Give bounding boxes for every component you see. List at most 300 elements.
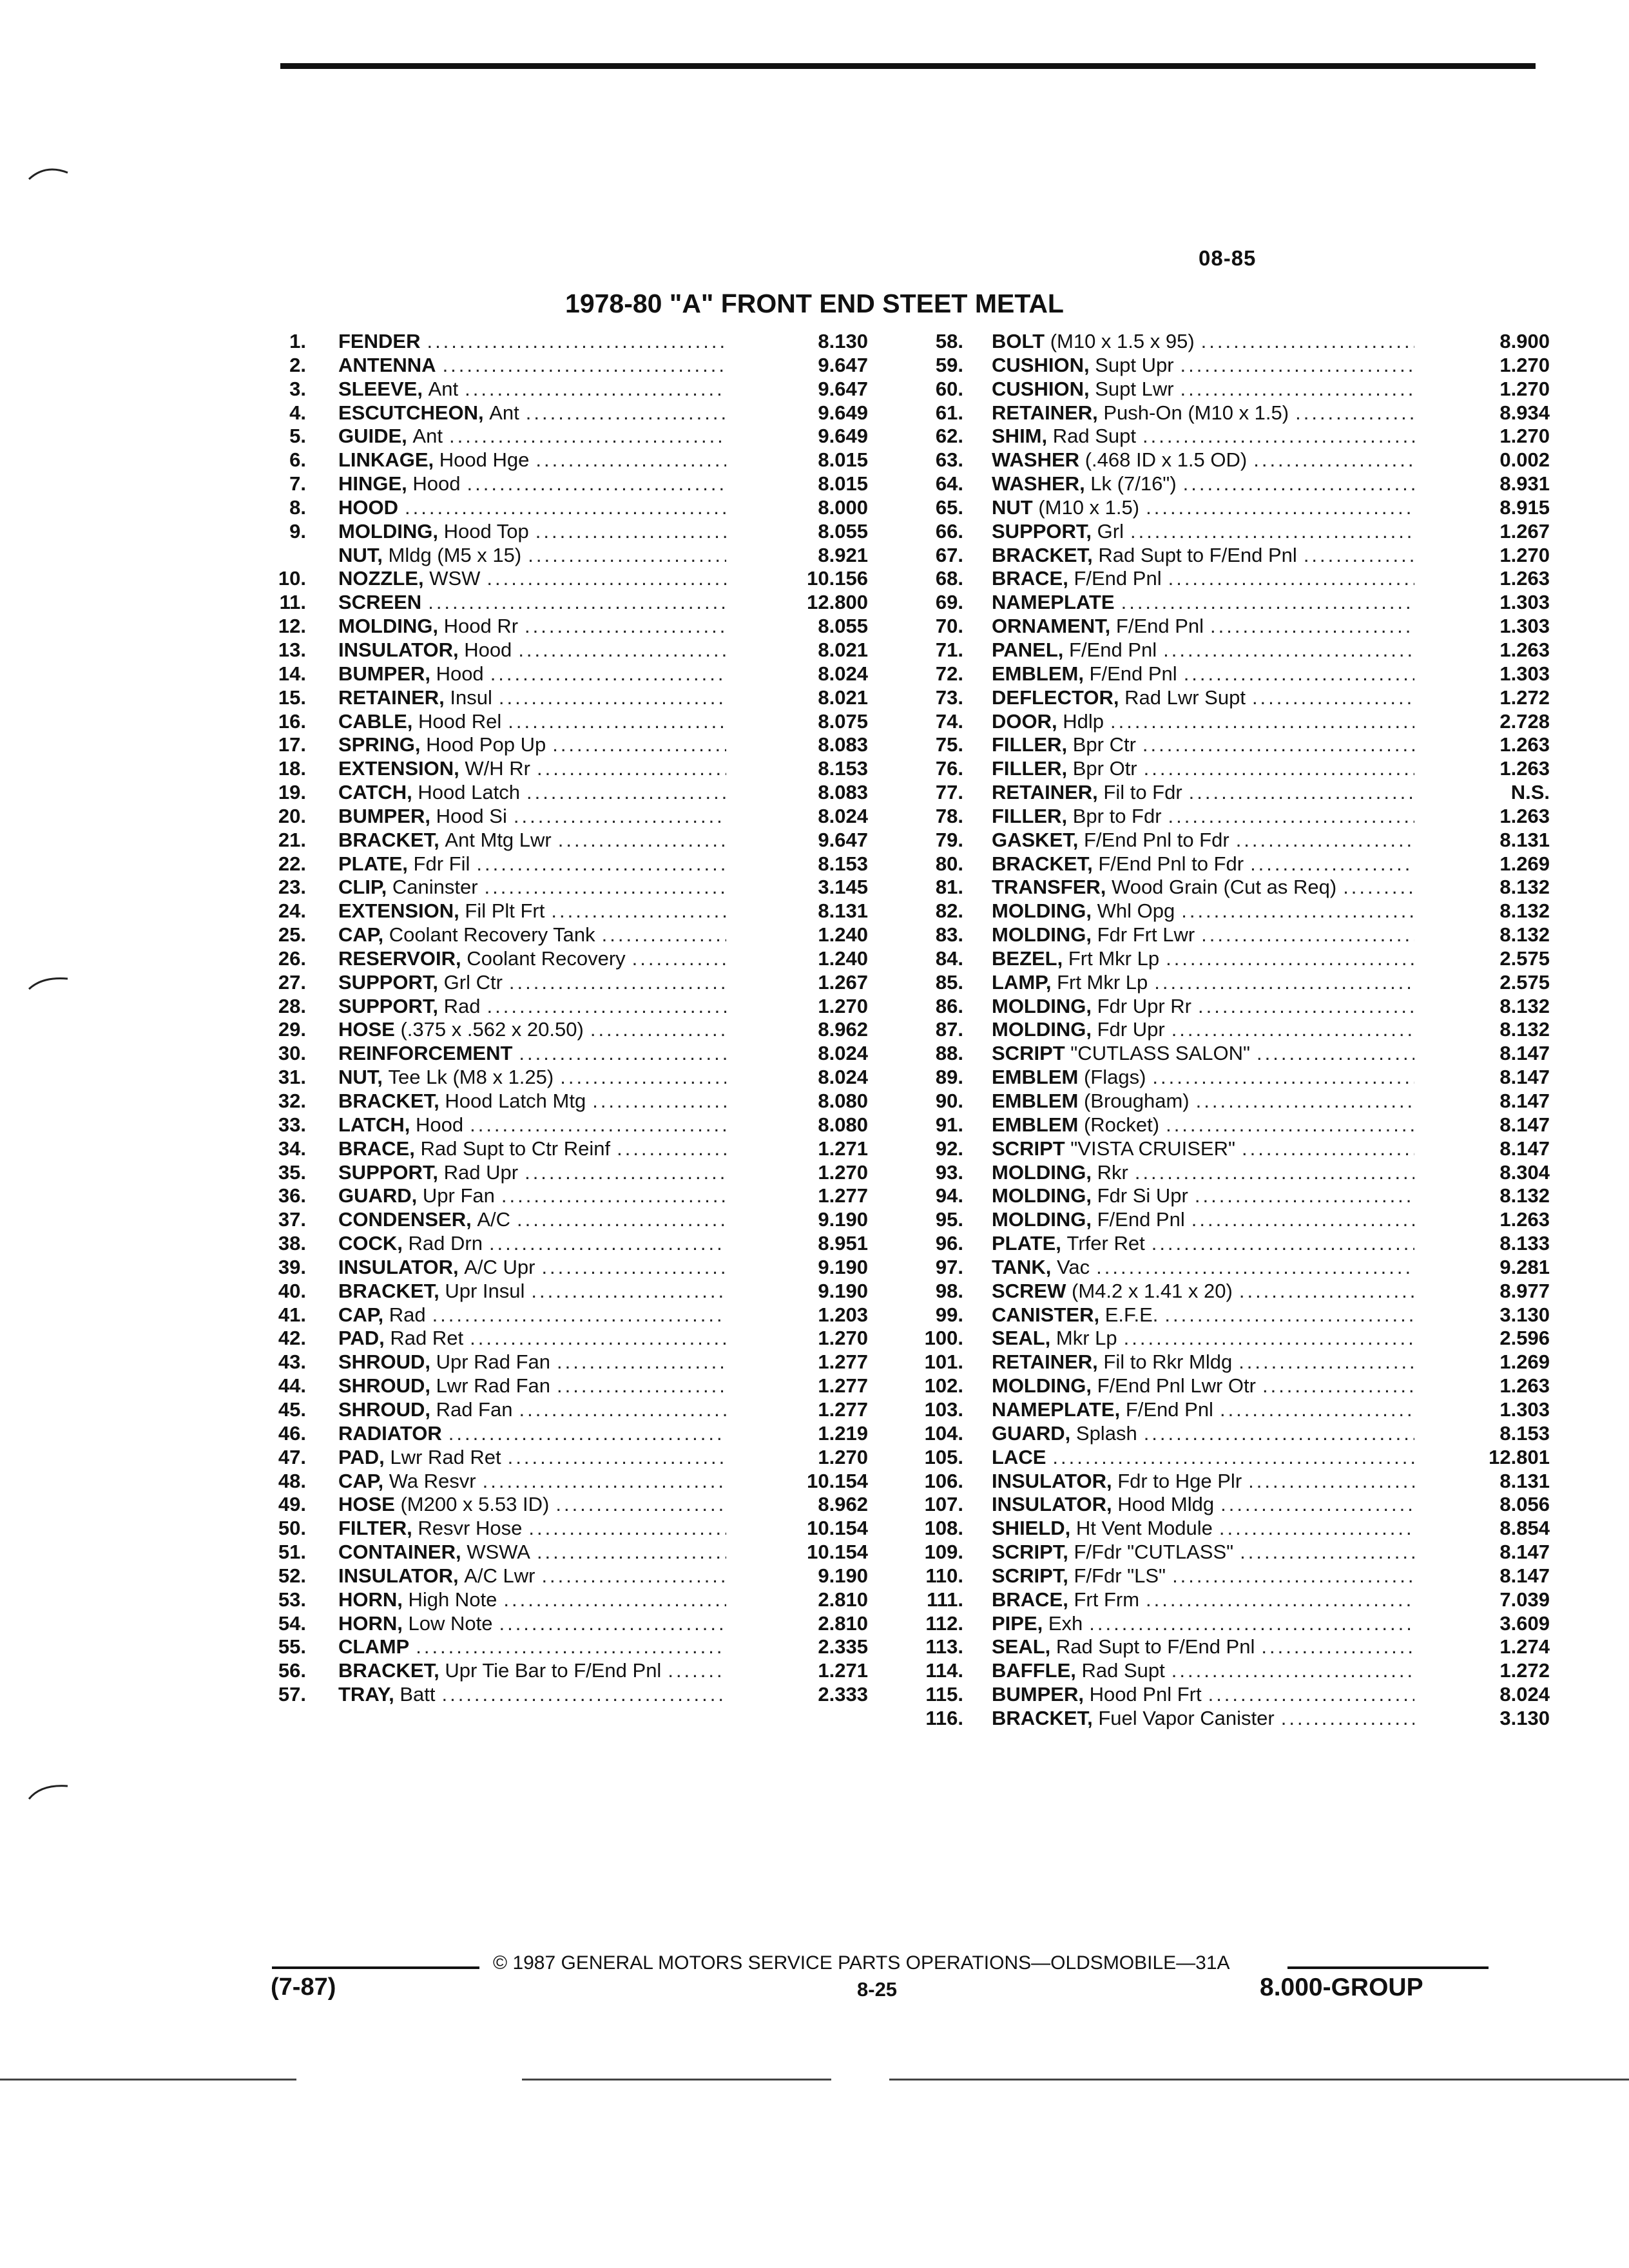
part-description [306,1493,771,1517]
part-qualifier: Rad Drn [402,1232,483,1255]
group-number: 8.130 [818,330,868,352]
part-qualifier: Hood Top [438,519,529,543]
part-qualifier: F/End Pnl [1063,638,1157,661]
part-name: EXTENSION, [338,899,459,923]
dot-leader [1184,662,1414,686]
part-qualifier: Hood [430,662,484,685]
part-number: 35. [278,1160,306,1184]
dot-leader [1166,947,1414,971]
dot-leader [487,995,726,1019]
dot-leader [1171,1659,1414,1683]
part-description [963,899,1453,923]
part-row [905,1422,1550,1446]
part-name: SHROUD, [338,1374,430,1398]
part-qualifier: Push-On (M10 x 1.5) [1097,401,1289,424]
part-name: LAMP, [992,970,1052,994]
part-description [306,520,771,544]
dot-leader [1239,1280,1414,1303]
dot-leader [528,544,726,568]
part-description [963,472,1453,496]
group-number: 1.270 [1499,425,1550,448]
group-number: 8.977 [1499,1279,1550,1302]
part-description [963,781,1453,805]
part-row [248,1303,868,1327]
group-number: 8.000 [818,495,868,519]
part-description [963,1350,1453,1374]
part-name: TRANSFER, [992,876,1106,899]
part-name: GUARD, [338,1184,418,1207]
part-description [306,378,771,401]
part-number: 13. [278,638,306,661]
dot-leader [526,401,726,425]
part-description [306,1374,771,1398]
part-number: 8. [289,495,306,519]
part-name: RESERVOIR, [338,947,461,970]
part-name: SCRIPT [992,1137,1065,1160]
part-description [963,354,1453,378]
group-number: 3.609 [1499,1611,1550,1635]
dot-leader [443,354,726,378]
part-row [905,1398,1550,1422]
part-row [248,710,868,734]
part-qualifier: E.F.E. [1099,1303,1159,1326]
part-number: 62. [935,425,963,448]
group-number: 3.130 [1499,1706,1550,1729]
part-qualifier: Bpr to Fdr [1067,804,1162,827]
dot-leader [1142,733,1414,757]
part-description [963,733,1453,757]
part-number: 112. [925,1611,963,1635]
part-name: LACE [992,1445,1046,1468]
part-description [963,1541,1453,1564]
part-number: 44. [278,1374,306,1398]
part-number: 51. [278,1541,306,1564]
part-number: 4. [289,401,306,424]
part-row [248,899,868,923]
group-number: 1.272 [1499,686,1550,709]
dot-leader [1252,686,1414,710]
part-row [248,1446,868,1470]
part-name: FENDER [338,330,421,352]
part-description [963,639,1453,662]
part-description [963,1470,1453,1494]
group-number: 8.131 [818,899,868,923]
part-name: CAP, [338,923,384,947]
part-name: MOLDING, [992,1184,1092,1207]
part-row [248,1113,868,1137]
part-qualifier: Rad Fan [430,1398,513,1421]
part-description [306,1446,771,1470]
part-description [306,1232,771,1256]
part-row [248,472,868,496]
part-description [963,1327,1453,1350]
dot-leader [1146,496,1414,520]
part-number: 22. [278,852,306,875]
part-row [905,1517,1550,1541]
part-row [905,733,1550,757]
part-qualifier: Ant Mtg Lwr [439,828,552,851]
part-number: 1. [289,330,306,352]
part-row [905,876,1550,899]
part-number: 39. [278,1255,306,1278]
part-description [306,472,771,496]
part-name: BRACKET, [992,852,1093,875]
part-row [248,378,868,401]
part-number: 102. [924,1374,963,1398]
dot-leader [1130,520,1414,544]
part-row [248,1588,868,1612]
dot-leader [416,1635,726,1659]
part-row [905,1707,1550,1731]
part-row [905,615,1550,639]
part-name: PLATE, [992,1232,1061,1255]
part-number: 70. [935,615,963,638]
part-name: SHIM, [992,425,1048,448]
part-row [905,1541,1550,1564]
part-qualifier: Fuel Vapor Canister [1092,1706,1275,1729]
part-number: 116. [925,1706,963,1729]
part-number: 94. [935,1184,963,1207]
part-number: 67. [935,543,963,566]
part-number: 9. [289,519,306,543]
dot-leader [1089,1612,1414,1636]
part-description [306,496,771,520]
part-row [905,1612,1550,1636]
group-number: 8.854 [1499,1517,1550,1540]
part-number: 72. [935,662,963,685]
part-name: RETAINER, [992,781,1098,804]
part-name: REINFORCEMENT [338,1042,513,1065]
dot-leader [465,378,726,401]
dot-leader [489,1232,726,1256]
part-qualifier: Hood Pnl Frt [1083,1683,1202,1706]
part-description [306,947,771,971]
part-number: 66. [935,519,963,543]
part-description [306,923,771,947]
part-row [248,1612,868,1636]
group-number: 1.270 [818,994,868,1017]
part-name: BRACKET, [992,543,1093,566]
scan-edge-line-3 [889,2079,1629,2081]
part-number: 29. [278,1018,306,1041]
part-row [248,1374,868,1398]
part-qualifier: Hood Hge [434,448,530,472]
group-number: 2.575 [1499,970,1550,994]
dot-leader [1198,995,1414,1019]
part-row [905,591,1550,615]
part-description [306,1113,771,1137]
part-description [963,567,1453,591]
part-description [963,662,1453,686]
part-qualifier: (Brougham) [1078,1090,1190,1112]
part-name: SHROUD, [338,1398,430,1421]
part-row [905,448,1550,472]
part-number: 53. [278,1588,306,1611]
part-description [963,805,1453,829]
part-name: BRACKET, [338,1279,439,1302]
part-description [306,591,771,615]
group-number: 9.190 [818,1208,868,1231]
part-name: SUPPORT, [338,970,439,994]
part-number: 40. [278,1279,306,1302]
part-description [306,1422,771,1446]
dot-leader [1220,1398,1414,1422]
dot-leader [541,1564,726,1588]
part-row [905,947,1550,971]
part-qualifier: F/End Pnl [1110,615,1204,638]
part-number: 14. [278,662,306,685]
part-description [963,1493,1453,1517]
part-row [248,1018,868,1042]
dot-leader [499,686,726,710]
group-number: 8.147 [1499,1042,1550,1065]
part-name: FILLER, [992,757,1068,780]
part-qualifier: Exh [1043,1611,1083,1635]
part-qualifier: Lwr Rad Fan [430,1374,551,1398]
part-description [306,1659,771,1683]
part-description [963,1683,1453,1707]
group-number: 8.921 [818,543,868,566]
part-row [905,1327,1550,1350]
dot-leader [555,1493,726,1517]
group-number: 8.021 [818,686,868,709]
part-name: GASKET, [992,828,1079,851]
part-row [248,1184,868,1208]
part-description [963,401,1453,425]
part-row [248,591,868,615]
part-description [306,1066,771,1090]
group-number: 1.267 [1499,519,1550,543]
part-qualifier: F/Fdr "CUTLASS" [1068,1541,1234,1564]
group-number: 8.132 [1499,1018,1550,1041]
part-number: 114. [925,1659,963,1682]
part-description [963,1137,1453,1161]
part-name: SCREW [992,1279,1066,1302]
part-number: 76. [935,757,963,780]
group-number: 9.649 [818,425,868,448]
part-description [963,591,1453,615]
group-number: 8.056 [1499,1493,1550,1516]
part-number: 50. [278,1517,306,1540]
part-qualifier: Hood Rel [412,709,502,733]
part-row [905,710,1550,734]
group-number: 1.219 [818,1421,868,1445]
part-number: 107. [924,1493,963,1516]
part-number: 108. [924,1517,963,1540]
dot-leader [1189,781,1414,805]
part-row [248,1493,868,1517]
dot-leader [1236,829,1414,852]
part-description [963,1374,1453,1398]
part-name: INSULATOR, [338,1255,459,1278]
part-description [306,1018,771,1042]
part-qualifier: F/End Pnl [1083,662,1177,685]
scan-edge-line-1 [0,2079,296,2081]
part-number: 74. [935,709,963,733]
part-qualifier: Upr Fan [417,1184,495,1207]
part-row [905,1090,1550,1113]
part-name: RETAINER, [992,401,1098,424]
top-rule [280,63,1536,69]
part-name: BEZEL, [992,947,1063,970]
part-description [963,1090,1453,1113]
part-number: 34. [278,1137,306,1160]
part-name: INSULATOR, [338,1564,459,1587]
group-number: 1.270 [818,1160,868,1184]
part-description [963,448,1453,472]
part-qualifier: Hdlp [1057,709,1104,733]
part-row [248,1398,868,1422]
part-description [306,1398,771,1422]
group-number: 8.131 [1499,828,1550,851]
part-name: SLEEVE, [338,377,423,400]
group-number: 8.132 [1499,1184,1550,1207]
dot-leader [405,496,726,520]
group-number: 10.154 [807,1541,868,1564]
part-number: 12. [278,615,306,638]
dot-leader [526,781,726,805]
group-number: 8.024 [818,662,868,685]
part-number: 10. [278,567,306,590]
dot-leader [499,1612,726,1636]
part-number: 85. [935,970,963,994]
group-number: 9.281 [1499,1255,1550,1278]
part-description [963,425,1453,448]
part-qualifier: Grl Ctr [438,970,503,994]
dot-leader [551,899,726,923]
part-name: SEAL, [992,1635,1051,1658]
footer-rule-right [1287,1966,1489,1969]
group-number: 8.951 [818,1232,868,1255]
group-number: 8.015 [818,472,868,495]
group-number: 1.240 [818,947,868,970]
dot-leader [1172,1564,1414,1588]
part-row [248,1090,868,1113]
part-qualifier: Rad [438,994,481,1017]
dot-leader [501,1184,726,1208]
part-number: 17. [278,733,306,756]
part-description [306,995,771,1019]
dot-leader [467,472,726,496]
part-description [963,1042,1453,1066]
part-name: SEAL, [992,1327,1051,1350]
part-name: SHROUD, [338,1350,430,1374]
part-description [306,1042,771,1066]
part-description [306,1541,771,1564]
part-number: 57. [278,1683,306,1706]
part-description [963,710,1453,734]
part-number: 80. [935,852,963,875]
part-number: 110. [925,1564,963,1587]
footer-rule-left [272,1966,479,1969]
part-qualifier: (M4.2 x 1.41 x 20) [1066,1279,1233,1302]
dot-leader [1304,544,1414,568]
part-name: PAD, [338,1445,385,1468]
group-number: 8.132 [1499,899,1550,923]
part-row [248,947,868,971]
part-qualifier: A/C [471,1208,510,1231]
group-number: 1.269 [1499,1350,1550,1374]
dot-leader [1248,1470,1414,1494]
part-qualifier: Bpr Ctr [1067,733,1136,756]
part-row [905,1066,1550,1090]
part-qualifier: A/C Upr [458,1255,535,1278]
group-number: 2.810 [818,1611,868,1635]
part-row [248,354,868,378]
group-number: 9.190 [818,1279,868,1302]
group-number: 12.801 [1489,1445,1550,1468]
group-number: 1.270 [1499,377,1550,400]
part-name: BUMPER, [338,662,430,685]
part-number: 92. [935,1137,963,1160]
dot-leader [1168,805,1414,829]
part-qualifier: Rad Supt to F/End Pnl [1092,543,1297,566]
group-number: 8.304 [1499,1160,1550,1184]
dot-leader [519,1042,726,1066]
revision-date: (7-87) [271,1974,336,2001]
part-row [905,378,1550,401]
part-qualifier: Lwr Rad Ret [384,1445,501,1468]
group-number: 1.263 [1499,638,1550,661]
part-name: MOLDING, [338,519,438,543]
dot-leader [490,662,726,686]
part-row [248,686,868,710]
group-number: 1.263 [1499,1374,1550,1398]
part-qualifier: Grl [1092,519,1124,543]
group-number: 8.015 [818,448,868,472]
dot-leader [487,567,726,591]
part-number: 95. [935,1208,963,1231]
part-row [248,520,868,544]
dot-leader [514,805,726,829]
part-qualifier: Rad [383,1303,426,1326]
part-qualifier: Fil to Fdr [1097,781,1182,804]
part-row [905,1042,1550,1066]
part-number: 20. [278,804,306,827]
part-number: 90. [935,1090,963,1112]
part-row [905,1635,1550,1659]
group-number: 1.270 [1499,353,1550,376]
part-description [963,1161,1453,1185]
group-number: 10.154 [807,1469,868,1492]
part-number: 111. [927,1588,963,1611]
group-number: 8.024 [818,1042,868,1065]
group-number: 8.153 [818,757,868,780]
part-description [963,1707,1453,1731]
group-number: 1.274 [1499,1635,1550,1658]
part-number: 43. [278,1350,306,1374]
part-qualifier: "CUTLASS SALON" [1065,1042,1250,1065]
dot-leader [427,330,726,354]
part-row [905,1256,1550,1280]
part-name: HORN, [338,1588,403,1611]
part-row [248,876,868,899]
dot-leader [525,615,726,639]
part-qualifier: Hood Latch [412,781,520,804]
group-number: 3.130 [1499,1303,1550,1326]
part-qualifier: F/End Pnl [1092,1208,1185,1231]
part-number: 104. [924,1421,963,1445]
part-description [963,1659,1453,1683]
part-qualifier: Rad Upr [438,1160,519,1184]
part-name: BRACKET, [338,828,439,851]
part-qualifier: F/Fdr "LS" [1068,1564,1166,1587]
part-description [963,829,1453,852]
group-label: 8.000-GROUP [1260,1974,1423,2001]
dot-leader [528,1517,726,1541]
part-description [306,1208,771,1232]
part-qualifier: (.468 ID x 1.5 OD) [1079,448,1248,472]
